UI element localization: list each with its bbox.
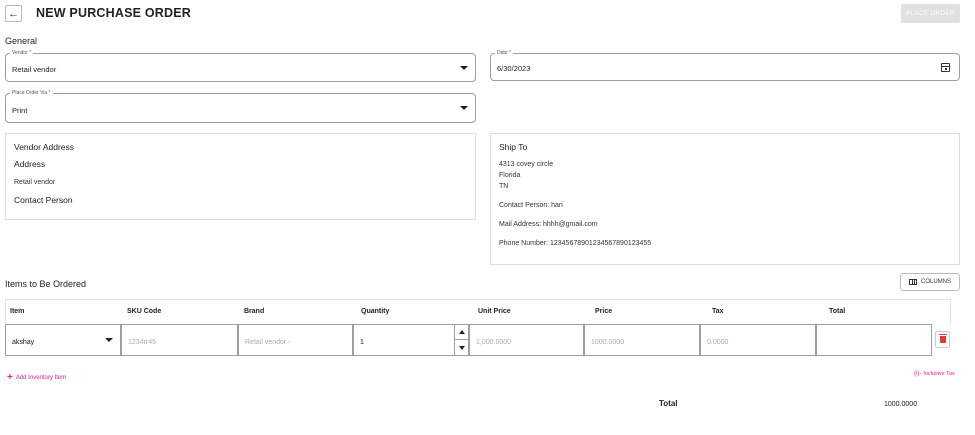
vendor-address-heading: Vendor Address [14,142,75,152]
price-input[interactable] [584,324,700,356]
back-button[interactable] [5,5,22,22]
vendor-value: Retail vendor [12,65,57,74]
columns-button[interactable] [900,273,960,291]
column-header: Price [595,308,613,315]
delete-row-button[interactable] [935,331,950,348]
column-header: Total [829,308,846,315]
inclusive-tax-toggle[interactable] [914,371,955,377]
date-label: Date * [497,50,511,56]
ship-to-phone: Phone Number: 12345678901234567890123455 [499,240,652,247]
ship-to-address-line: Florida [499,172,521,179]
place-order-via-value: Print [12,106,28,115]
ship-to-heading: Ship To [499,142,528,152]
column-header: Tax [712,308,724,315]
place-order-via-select[interactable] [5,90,476,123]
tax-value: 0.0000 [707,339,729,346]
item-value: akshay [12,339,35,346]
plus-icon: + [7,372,13,383]
increment-button[interactable] [455,325,468,340]
vendor-address-panel [5,133,476,220]
columns-button-label: COLUMNS [920,279,951,285]
ship-to-panel [490,133,960,265]
calendar-icon[interactable] [941,63,950,72]
sku-code-input[interactable] [121,324,238,356]
price-value: 1000.0000 [591,339,625,346]
page-title: NEW PURCHASE ORDER [36,6,191,20]
date-value: 6/30/2023 [497,64,531,73]
dropdown-caret-icon [460,66,468,70]
brand-placeholder: Retail vendor - [245,339,291,346]
unit-price-input[interactable] [469,324,584,356]
inclusive-tax-label: Inclusive Tax [923,371,955,377]
place-order-via-label: Place Order Via * [12,90,51,96]
place-order-button[interactable]: PLACE ORDER [901,4,960,23]
tax-icon: (i)- [914,371,922,377]
ship-to-address-line: TN [499,183,509,190]
arrow-down-icon [459,346,465,350]
vendor-select[interactable] [5,50,476,82]
items-heading: Items to Be Ordered [5,279,87,289]
column-header: Item [10,308,25,315]
dropdown-caret-icon [460,106,468,110]
total-cell [816,324,932,356]
total-label: Total [659,399,678,408]
arrow-left-icon: ← [8,7,19,20]
general-heading: General [5,36,38,46]
sku-code-placeholder: 1234rr45 [128,339,157,346]
contact-person-label: Contact Person [14,195,73,205]
add-inventory-item-label: Add Inventory Item [15,375,67,381]
arrow-up-icon [459,330,465,334]
ship-to-address-line: 4313 covey circle [499,161,554,168]
address-value: Retail vendor [14,179,56,186]
column-header: Quantity [361,308,390,315]
ship-to-mail: Mail Address: hhhh@gmail.com [499,221,598,228]
decrement-button[interactable] [455,340,468,355]
column-header: Brand [244,308,265,315]
total-value: 1000.0000 [884,401,918,408]
address-label: Address [14,159,46,169]
trash-icon [940,336,946,343]
brand-input[interactable] [238,324,353,356]
quantity-stepper[interactable] [353,324,469,356]
date-field[interactable] [490,50,960,81]
dropdown-caret-icon [105,338,113,342]
vendor-label: Vendor * [12,50,32,56]
columns-icon [909,279,917,285]
column-header: SKU Code [127,308,162,315]
ship-to-contact: Contact Person: hari [499,202,563,209]
stepper-controls [454,325,468,355]
item-select[interactable] [5,324,121,356]
column-header: Unit Price [478,308,511,315]
add-inventory-item-button[interactable] [7,374,66,382]
tax-input[interactable] [700,324,816,356]
unit-price-value: 1,000.0000 [476,339,512,346]
table-header [5,299,951,324]
quantity-value: 1 [360,339,364,346]
